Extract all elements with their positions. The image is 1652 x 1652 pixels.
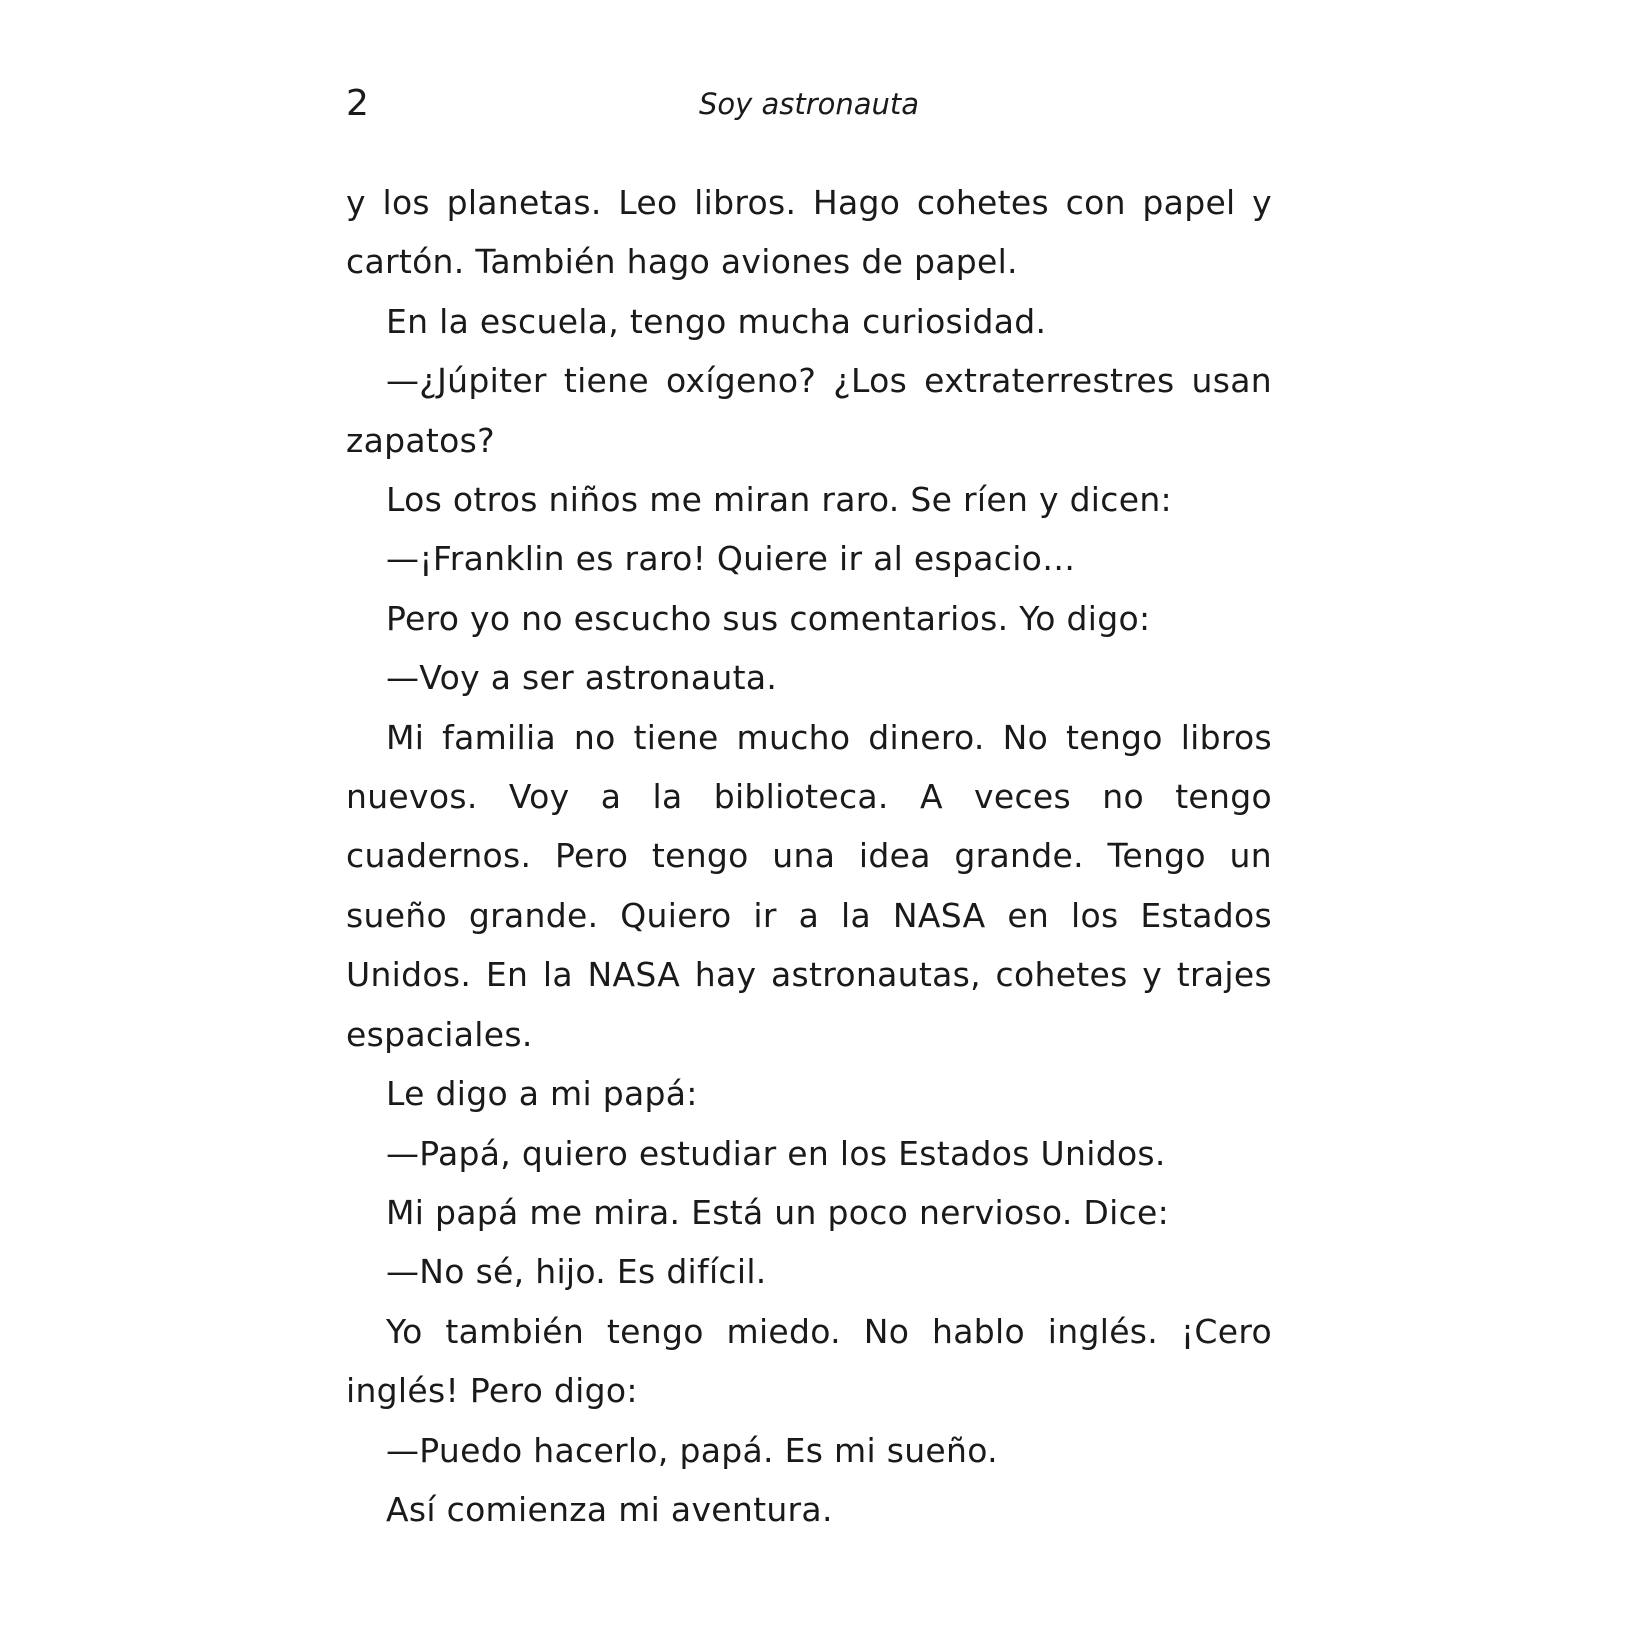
dialogue-line: —¡Franklin es raro! Quiere ir al espacio… bbox=[386, 539, 1076, 579]
dialogue-line: —No sé, hijo. Es difícil. bbox=[386, 1252, 767, 1292]
paragraph: Los otros niños me miran raro. Se ríen y dicen: bbox=[386, 480, 1172, 520]
paragraph-continuation: y los planetas. Leo libros. Hago cohetes con papel y cartón. También hago aviones de papel. bbox=[346, 183, 1272, 282]
paragraph: Le digo a mi papá: bbox=[386, 1074, 698, 1114]
running-title: Soy astronauta bbox=[698, 87, 920, 121]
dialogue-line: —Papá, quiero estudiar en los Estados Unidos. bbox=[386, 1133, 1166, 1173]
paragraph: Así comienza mi aventura. bbox=[386, 1489, 833, 1529]
paragraph: En la escuela, tengo mucha curiosidad. bbox=[386, 301, 1047, 341]
paragraph: Yo también tengo miedo. No hablo inglés. ¡Cero inglés! Pero digo: bbox=[346, 1311, 1272, 1411]
paragraph: Pero yo no escucho sus comentarios. Yo digo: bbox=[386, 598, 1151, 638]
body-text bbox=[346, 173, 1272, 1539]
paragraph: Mi papá me mira. Está un poco nervioso. Dice: bbox=[386, 1192, 1170, 1232]
dialogue-line: —Voy a ser astronauta. bbox=[386, 658, 778, 698]
page-number: 2 bbox=[346, 83, 369, 124]
dialogue-line: —Puedo hacerlo, papá. Es mi sueño. bbox=[386, 1430, 998, 1470]
dialogue-line: —¿Júpiter tiene oxígeno? ¿Los extraterrestres usan zapatos? bbox=[346, 361, 1272, 460]
paragraph: Mi familia no tiene mucho dinero. No tengo libros nuevos. Voy a la biblioteca. A veces no tengo cuadernos. Pero tengo una idea grande. Tengo un sueño grande. Quiero ir a la NASA en los Estados Unidos. En la NASA hay astronautas, cohetes y trajes espaciales. bbox=[346, 717, 1272, 1054]
page-header bbox=[346, 80, 1272, 128]
